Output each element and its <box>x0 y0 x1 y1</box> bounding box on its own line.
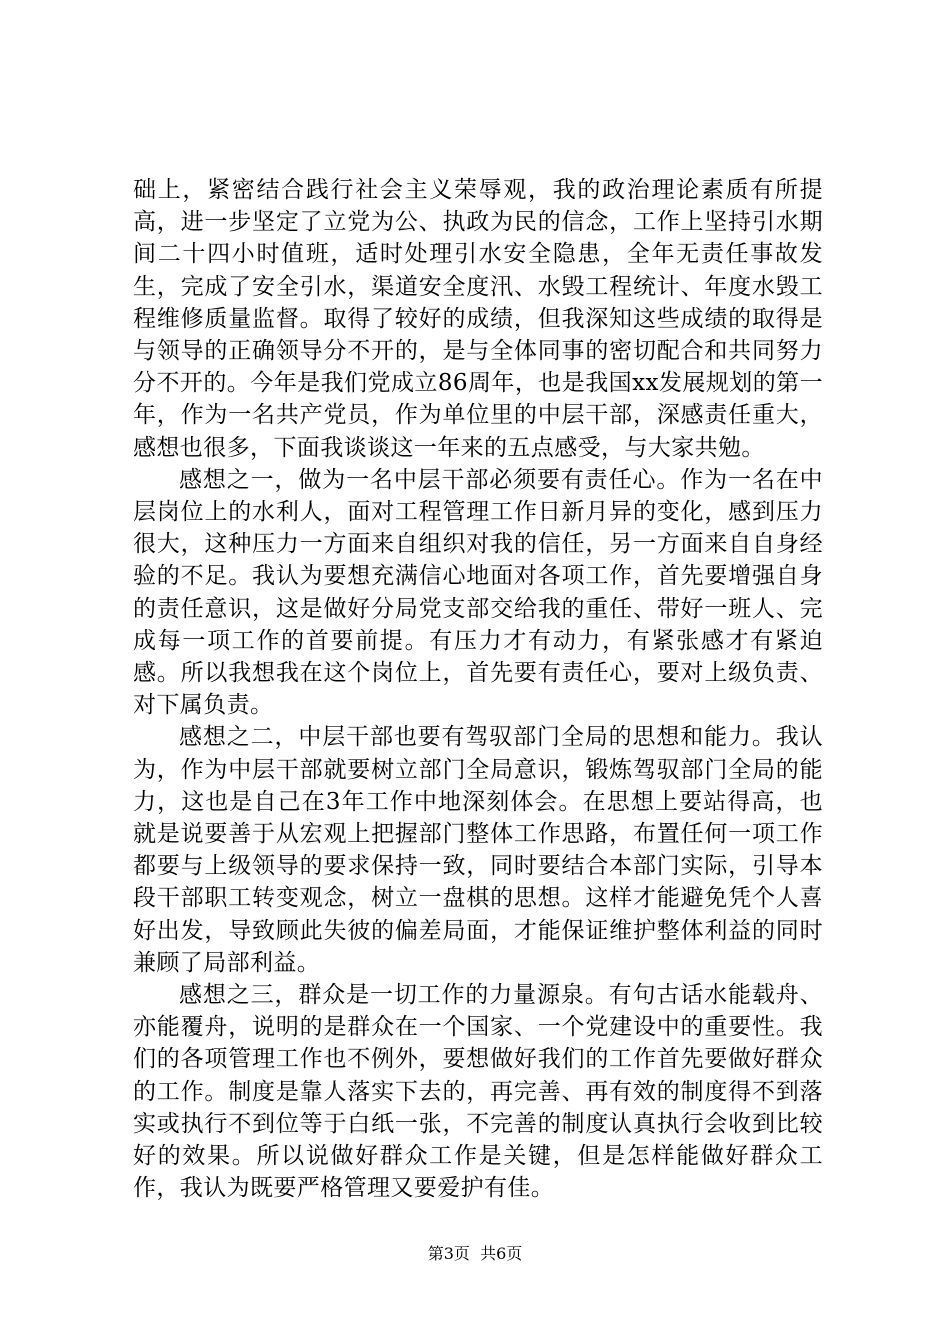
paragraph-thought-two: 感想之二，中层干部也要有驾驭部门全局的思想和能力。我认为，作为中层干部就要树立部门全局意识，锻炼驾驭部门全局的能力，这也是自己在3年工作中地深刻体会。在思想上要站得高，也就是说要善于从宏观上把握部门整体工作思路，布置任何一项工作都要与上级领导的要求保持一致，同时要结合本部门实际，引导本段干部职工转变观念，树立一盘棋的思想。这样才能避免凭个人喜好出发，导致顾此失彼的偏差局面，才能保证维护整体利益的同时兼顾了局部利益。 <box>133 724 823 976</box>
paragraph-thought-one: 感想之一，做为一名中层干部必须要有责任心。作为一名在中层岗位上的水利人，面对工程管理工作日新月异的变化，感到压力很大，这种压力一方面来自组织对我的信任，另一方面来自自身经验的不足。我认为要想充满信心地面对各项工作，首先要增强自身的责任意识，这是做好分局党支部交给我的重任、带好一班人、完成每一项工作的首要前提。有压力才有动力，有紧张感才有紧迫感。所以我想我在这个岗位上，首先要有责任心，要对上级负责、对下属负责。 <box>133 466 823 719</box>
paragraph-thought-three: 感想之三，群众是一切工作的力量源泉。有句古话水能载舟、亦能覆舟，说明的是群众在一个国家、一个党建设中的重要性。我们的各项管理工作也不例外，要想做好我们的工作首先要做好群众的工作。制度是靠人落实下去的，再完善、再有效的制度得不到落实或执行不到位等于白纸一张，不完善的制度认真执行会收到比较好的效果。所以说做好群众工作是关键，但是怎样能做好群众工作，我认为既要严格管理又要爱护有佳。 <box>133 982 823 1202</box>
body-text <box>133 174 823 1205</box>
paragraph-continuation: 础上，紧密结合践行社会主义荣辱观，我的政治理论素质有所提高，进一步坚定了立党为公、执政为民的信念，工作上坚持引水期间二十四小时值班，适时处理引水安全隐患，全年无责任事故发生，完成了安全引水，渠道安全度汛、水毁工程统计、年度水毁工程维修质量监督。取得了较好的成绩，但我深知这些成绩的取得是与领导的正确领导分不开的，是与全体同事的密切配合和共同努力分不开的。今年是我们党成立86周年，也是我国xx发展规划的第一年，作为一名共产党员，作为单位里的中层干部，深感责任重大，感想也很多，下面我谈谈这一年来的五点感受，与大家共勉。 <box>133 177 823 461</box>
page-number-label: 第3页 共6页 <box>427 1244 523 1263</box>
page-footer <box>0 1244 950 1264</box>
